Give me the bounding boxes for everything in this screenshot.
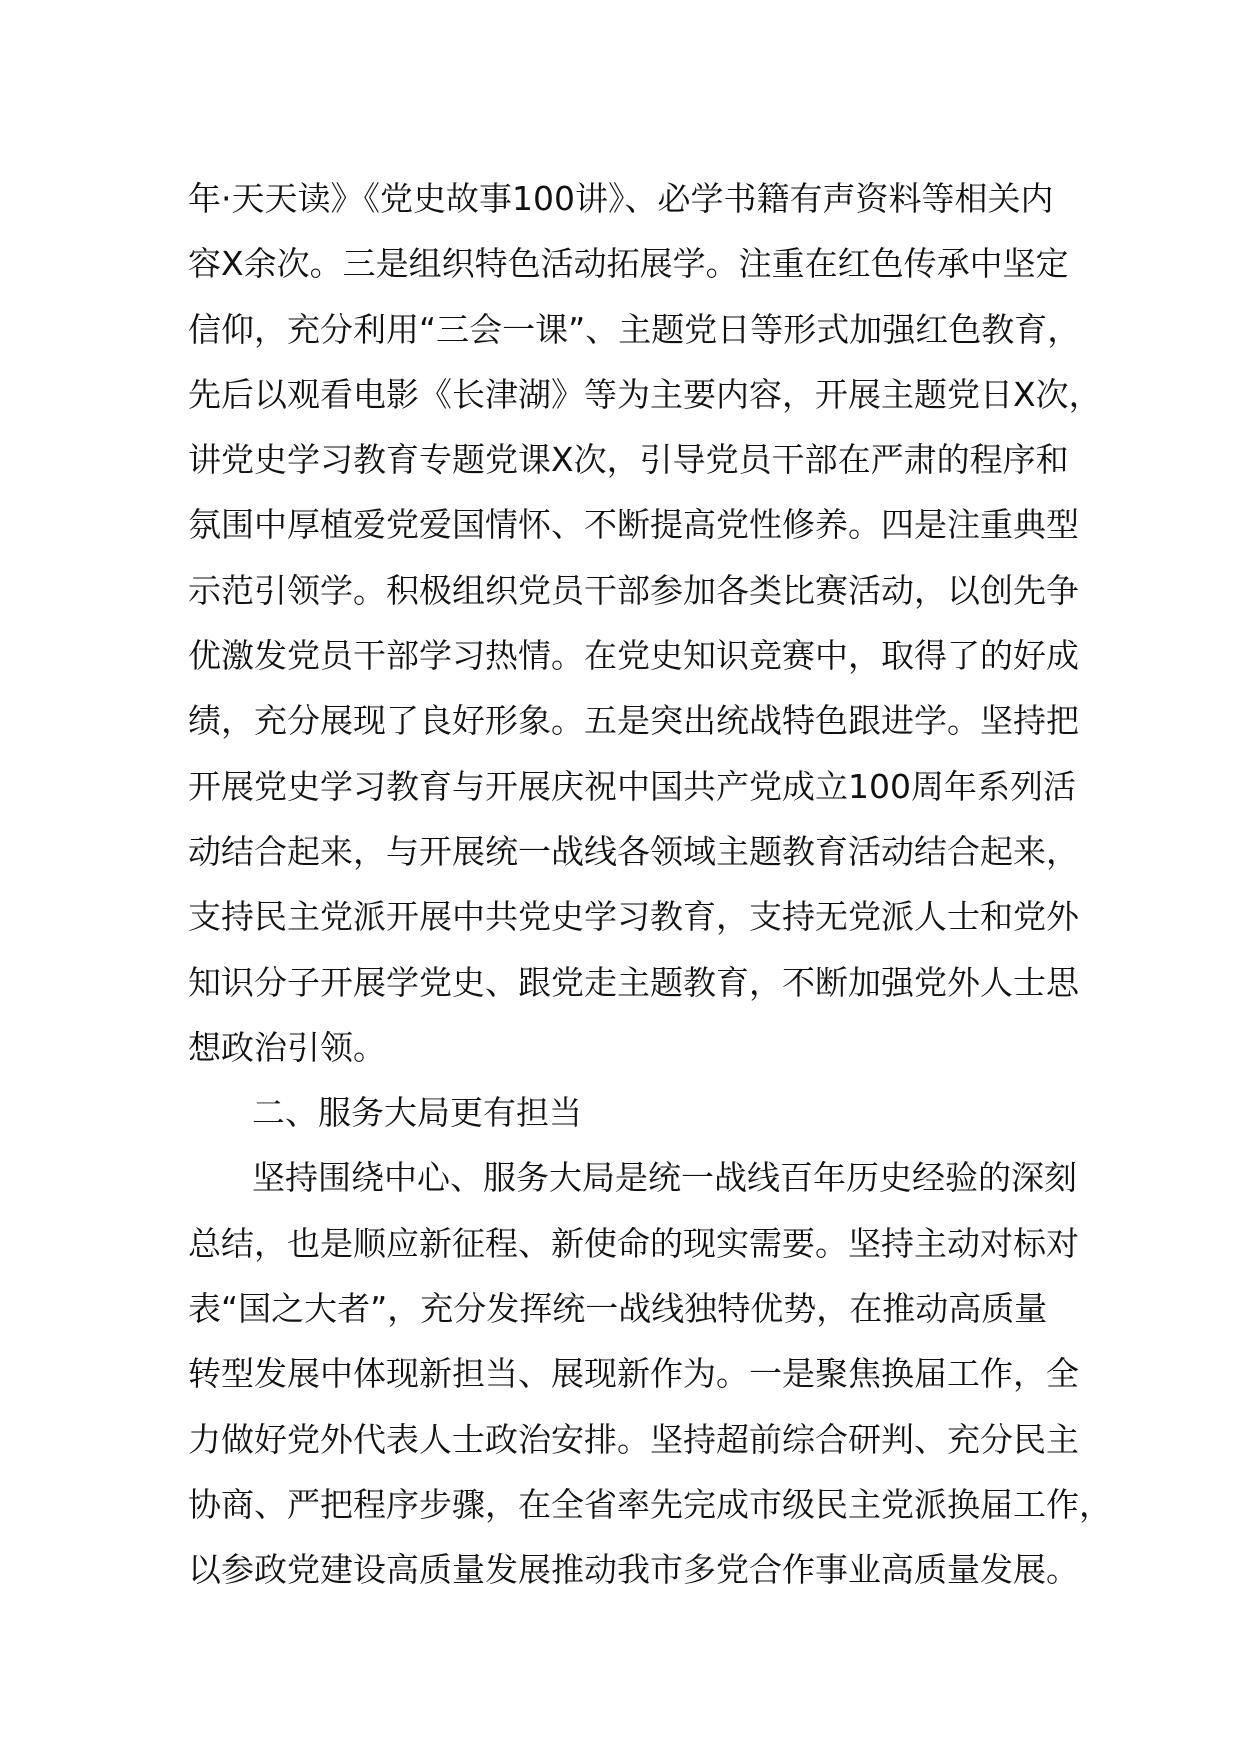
text-line: 讲党史学习教育专题党课X次，引导党员干部在严肃的程序和 [188, 440, 1069, 480]
text-line: 示范引领学。积极组织党员干部参加各类比赛活动，以创先争 [188, 570, 1079, 610]
text-line: 表“国之大者”，充分发挥统一战线独特优势，在推动高质量 [188, 1289, 1048, 1329]
text-line: 支持民主党派开展中共党史学习教育，支持无党派人士和党外 [188, 897, 1079, 937]
text-line: 先后以观看电影《长津湖》等为主要内容，开展主题党日X次， [188, 374, 1102, 414]
text-line: 信仰，充分利用“三会一课”、主题党日等形式加强红色教育， [188, 309, 1081, 349]
paragraph-first-line: 坚持围绕中心、服务大局是统一战线百年历史经验的深刻 [252, 1158, 1077, 1198]
section-heading: 二、服务大局更有担当 [252, 1093, 582, 1133]
text-line: 容X余次。三是组织特色活动拓展学。注重在红色传承中坚定 [188, 244, 1069, 284]
text-line: 转型发展中体现新担当、展现新作为。一是聚焦换届工作，全 [188, 1354, 1079, 1394]
text-line: 力做好党外代表人士政治安排。坚持超前综合研判、充分民主 [188, 1419, 1079, 1459]
text-line: 绩，充分展现了良好形象。五是突出统战特色跟进学。坚持把 [188, 701, 1079, 741]
text-line: 动结合起来，与开展统一战线各领域主题教育活动结合起来， [188, 831, 1079, 871]
text-line: 优激发党员干部学习热情。在党史知识竞赛中，取得了的好成 [188, 636, 1079, 676]
text-line: 想政治引领。 [188, 1027, 386, 1067]
text-line: 氛围中厚植爱党爱国情怀、不断提高党性修养。四是注重典型 [188, 505, 1079, 545]
text-line: 开展党史学习教育与开展庆祝中国共产党成立100周年系列活 [188, 766, 1076, 806]
text-line: 协商、严把程序步骤，在全省率先完成市级民主党派换届工作， [188, 1484, 1112, 1524]
text-line: 知识分子开展学党史、跟党走主题教育，不断加强党外人士思 [188, 962, 1079, 1002]
text-line: 年·天天读》《党史故事100讲》、必学书籍有声资料等相关内 [188, 179, 1054, 218]
document-body [188, 166, 1112, 1603]
text-line: 总结，也是顺应新征程、新使命的现实需要。坚持主动对标对 [188, 1223, 1079, 1263]
text-line: 以参政党建设高质量发展推动我市多党合作事业高质量发展。 [188, 1550, 1079, 1590]
